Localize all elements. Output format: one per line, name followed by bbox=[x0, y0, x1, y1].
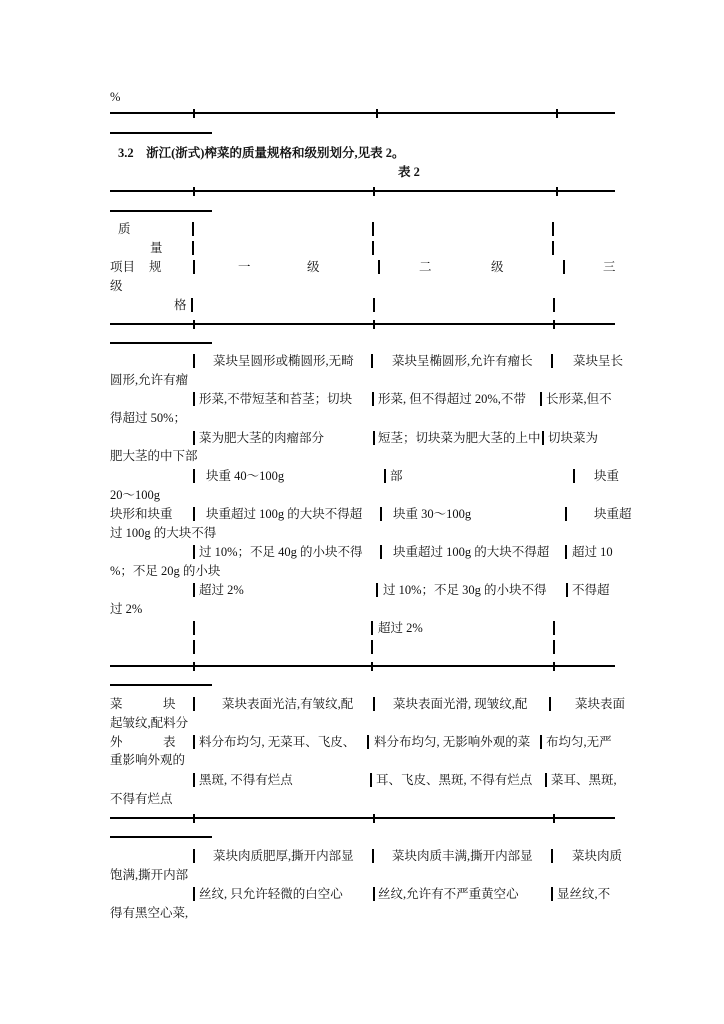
shape-grade2-text: 块重超过 100g 的大块不得超 bbox=[393, 545, 550, 559]
column-divider bbox=[193, 640, 195, 654]
flesh-grade2-text: 菜块肉质丰满,撕开内部显 bbox=[392, 849, 533, 863]
column-divider bbox=[565, 507, 567, 521]
appearance-wrap-text: 重影响外观的 bbox=[110, 753, 186, 767]
column-divider bbox=[193, 431, 195, 445]
shape-grade3-text: 块重超 bbox=[594, 507, 632, 521]
column-divider bbox=[192, 222, 194, 236]
column-divider bbox=[193, 392, 195, 406]
column-divider bbox=[553, 298, 555, 312]
shape-grade2-text: 超过 2% bbox=[378, 621, 423, 635]
column-divider bbox=[370, 773, 372, 787]
table-rule bbox=[110, 323, 615, 325]
column-divider bbox=[376, 583, 378, 597]
shape-grade3-text: 不得超 bbox=[572, 583, 610, 597]
shape-grade1-text: 菜块呈圆形或椭圆形,无畸 bbox=[213, 354, 354, 368]
appearance-grade1-text: 黑斑, 不得有烂点 bbox=[199, 773, 293, 787]
column-divider bbox=[566, 583, 568, 597]
flesh-wrap-text: 饱满,撕开内部 bbox=[110, 868, 189, 882]
column-divider bbox=[372, 392, 374, 406]
column-divider bbox=[372, 241, 374, 255]
shape-grade3-text: 切块菜为 bbox=[548, 431, 599, 445]
table-rule bbox=[110, 112, 615, 114]
column-divider bbox=[367, 735, 369, 749]
rule-tick bbox=[553, 320, 555, 329]
appearance-label-b: 块 bbox=[163, 697, 176, 711]
appearance-grade3-text: 菜耳、黑斑, bbox=[551, 773, 617, 787]
column-divider bbox=[552, 241, 554, 255]
flesh-grade1-text: 菜块肉质肥厚,撕开内部显 bbox=[213, 849, 354, 863]
header-grade3-b: 级 bbox=[110, 279, 123, 293]
appearance-label-c: 外 bbox=[110, 735, 123, 749]
column-divider bbox=[552, 222, 554, 236]
shape-grade1-text: 块重超过 100g 的大块不得超 bbox=[206, 507, 363, 521]
rule-tick bbox=[556, 109, 558, 118]
header-label-ge: 格 bbox=[174, 298, 187, 312]
clause-text: 3.2 浙江(浙式)榨菜的质量规格和级别划分,见表 2。 bbox=[118, 146, 405, 160]
rule-tick bbox=[553, 814, 555, 823]
appearance-grade2-text: 耳、飞皮、黑斑, 不得有烂点 bbox=[376, 773, 533, 787]
appearance-label-d: 表 bbox=[163, 735, 176, 749]
shape-grade2-text: 过 10%；不足 30g 的小块不得 bbox=[383, 583, 547, 597]
column-divider bbox=[371, 354, 373, 368]
header-label-liang: 量 bbox=[150, 241, 163, 255]
column-divider bbox=[542, 431, 544, 445]
shape-grade1-text: 菜为肥大茎的肉瘤部分 bbox=[199, 431, 325, 445]
shape-wrap-text: 20～100g bbox=[110, 488, 161, 502]
header-label-xiangmu: 项目 bbox=[110, 260, 136, 274]
percent-sign: % bbox=[110, 90, 121, 104]
column-divider bbox=[549, 697, 551, 711]
column-divider bbox=[573, 469, 575, 483]
flesh-grade2-text: 丝纹,允许有不严重黄空心 bbox=[378, 887, 519, 901]
table-rule bbox=[110, 817, 615, 819]
shape-grade1-text: 形菜,不带短茎和苔茎；切块 bbox=[199, 392, 353, 406]
column-divider bbox=[193, 469, 195, 483]
shape-grade2-text: 短茎；切块菜为肥大茎的上中 bbox=[378, 431, 541, 445]
column-divider bbox=[378, 260, 380, 274]
shape-item-label: 块形和块重 bbox=[110, 507, 173, 521]
rule-tick bbox=[556, 187, 558, 196]
column-divider bbox=[193, 621, 195, 635]
appearance-label-a: 菜 bbox=[110, 697, 123, 711]
header-grade3-a: 三 bbox=[603, 260, 616, 274]
column-divider bbox=[193, 260, 195, 274]
column-divider bbox=[193, 545, 195, 559]
column-divider bbox=[193, 735, 195, 749]
flesh-grade3-text: 显丝纹,不 bbox=[557, 887, 611, 901]
column-divider bbox=[551, 887, 553, 901]
shape-grade2-text: 形菜, 但不得超过 20%,不带 bbox=[378, 392, 526, 406]
table-caption: 表 2 bbox=[398, 165, 420, 179]
column-divider bbox=[193, 697, 195, 711]
shape-grade2-text: 块重 30～100g bbox=[393, 507, 472, 521]
column-divider bbox=[372, 222, 374, 236]
column-divider bbox=[553, 621, 555, 635]
shape-grade1-text: 过 10%；不足 40g 的小块不得 bbox=[199, 545, 363, 559]
header-grade1-b: 级 bbox=[307, 260, 320, 274]
column-divider bbox=[540, 735, 542, 749]
column-divider bbox=[193, 773, 195, 787]
shape-grade3-text: 菜块呈长 bbox=[573, 354, 624, 368]
rule-tick bbox=[373, 814, 375, 823]
table-rule bbox=[110, 665, 615, 667]
column-divider bbox=[551, 849, 553, 863]
appearance-grade1-text: 料分布均匀, 无菜耳、飞皮、 bbox=[199, 735, 356, 749]
appearance-grade1-text: 菜块表面光洁,有皱纹,配 bbox=[222, 697, 354, 711]
column-divider bbox=[373, 697, 375, 711]
column-divider bbox=[371, 621, 373, 635]
appearance-wrap-text: 起皱纹,配料分 bbox=[110, 716, 189, 730]
shape-grade3-text: 块重 bbox=[594, 469, 620, 483]
column-divider bbox=[192, 241, 194, 255]
column-divider bbox=[540, 392, 542, 406]
short-rule bbox=[110, 684, 212, 686]
column-divider bbox=[380, 507, 382, 521]
rule-tick bbox=[553, 662, 555, 671]
column-divider bbox=[193, 354, 195, 368]
table-rule bbox=[110, 190, 615, 192]
column-divider bbox=[565, 545, 567, 559]
header-label-gui: 规 bbox=[149, 260, 162, 274]
column-divider bbox=[193, 887, 195, 901]
shape-grade3-text: 超过 10 bbox=[572, 545, 613, 559]
flesh-grade3-text: 菜块肉质 bbox=[572, 849, 623, 863]
shape-wrap-text: 肥大茎的中下部 bbox=[110, 449, 198, 463]
rule-tick bbox=[193, 662, 195, 671]
shape-wrap-text: 得超过 50%； bbox=[110, 411, 187, 425]
rule-tick bbox=[376, 109, 378, 118]
shape-grade2-text: 菜块呈椭圆形,允许有瘤长 bbox=[392, 354, 533, 368]
shape-grade1-text: 超过 2% bbox=[199, 583, 244, 597]
column-divider bbox=[191, 298, 193, 312]
appearance-grade3-text: 菜块表面 bbox=[575, 697, 626, 711]
short-rule bbox=[110, 342, 212, 344]
column-divider bbox=[372, 849, 374, 863]
flesh-grade1-text: 丝纹, 只允许轻微的白空心 bbox=[199, 887, 343, 901]
column-divider bbox=[371, 640, 373, 654]
rule-tick bbox=[193, 187, 195, 196]
column-divider bbox=[545, 773, 547, 787]
short-rule bbox=[110, 836, 212, 838]
shape-grade1-text: 块重 40～100g bbox=[206, 469, 285, 483]
column-divider bbox=[551, 354, 553, 368]
flesh-wrap-text: 得有黑空心菜, bbox=[110, 906, 189, 920]
header-grade2-a: 二 bbox=[419, 260, 432, 274]
column-divider bbox=[193, 507, 195, 521]
shape-grade2-text: 部 bbox=[390, 469, 403, 483]
rule-tick bbox=[193, 109, 195, 118]
column-divider bbox=[193, 849, 195, 863]
appearance-grade2-text: 菜块表面光滑, 现皱纹,配 bbox=[393, 697, 528, 711]
appearance-grade2-text: 料分布均匀, 无影响外观的菜 bbox=[374, 735, 531, 749]
shape-wrap-text: 过 2% bbox=[110, 602, 143, 616]
rule-tick bbox=[193, 320, 195, 329]
header-grade1-a: 一 bbox=[238, 260, 251, 274]
column-divider bbox=[553, 640, 555, 654]
rule-tick bbox=[371, 662, 373, 671]
short-rule bbox=[110, 210, 212, 212]
column-divider bbox=[380, 545, 382, 559]
short-rule bbox=[110, 132, 212, 134]
column-divider bbox=[373, 431, 375, 445]
rule-tick bbox=[373, 187, 375, 196]
header-label-zhi: 质 bbox=[118, 222, 131, 236]
column-divider bbox=[384, 469, 386, 483]
appearance-wrap-text: 不得有烂点 bbox=[110, 792, 173, 806]
shape-wrap-text: 过 100g 的大块不得 bbox=[110, 526, 217, 540]
column-divider bbox=[563, 260, 565, 274]
column-divider bbox=[373, 887, 375, 901]
appearance-grade3-text: 布均匀,无严 bbox=[546, 735, 612, 749]
shape-wrap-text: %；不足 20g 的小块 bbox=[110, 564, 221, 578]
column-divider bbox=[193, 583, 195, 597]
rule-tick bbox=[193, 814, 195, 823]
shape-grade3-text: 长形菜,但不 bbox=[546, 392, 612, 406]
header-grade2-b: 级 bbox=[491, 260, 504, 274]
shape-wrap-text: 圆形,允许有瘤 bbox=[110, 373, 189, 387]
rule-tick bbox=[373, 320, 375, 329]
column-divider bbox=[373, 298, 375, 312]
